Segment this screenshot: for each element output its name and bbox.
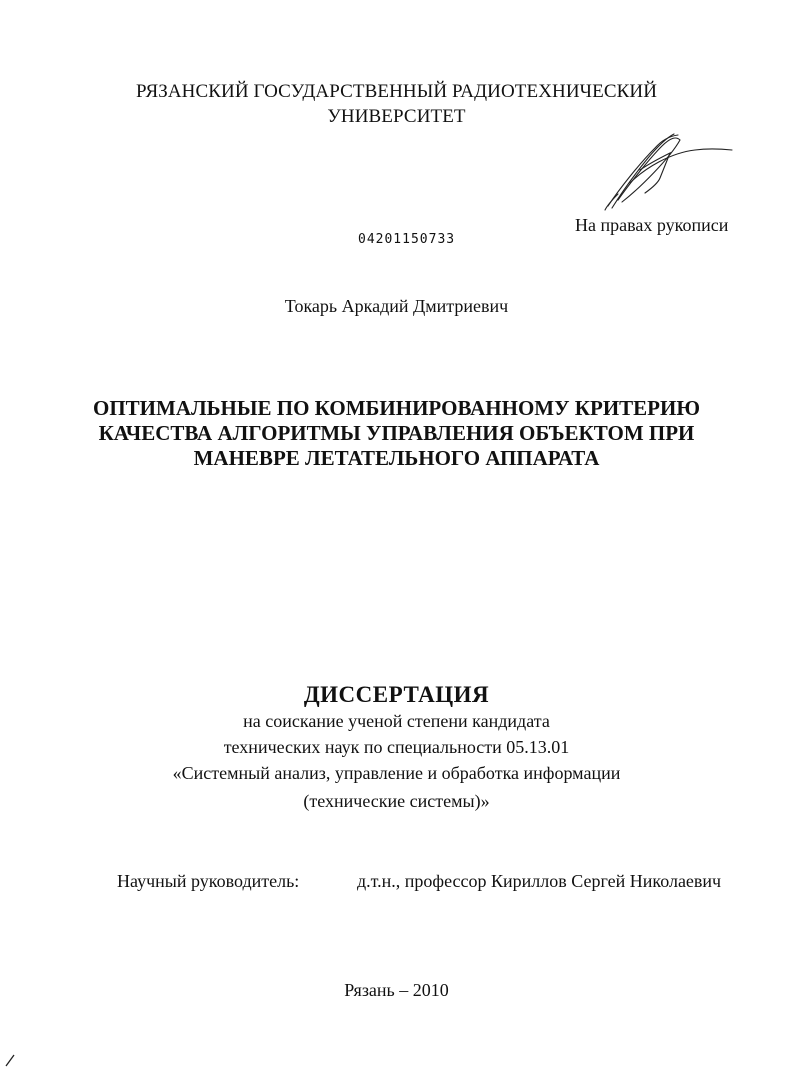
pen-mark — [4, 1052, 18, 1068]
city-year: Рязань – 2010 — [344, 980, 449, 1000]
signature-image — [600, 128, 735, 213]
supervisor-label: Научный руководитель: — [117, 871, 300, 891]
university-name-line2: УНИВЕРСИТЕТ — [327, 106, 466, 127]
university-name-line1: РЯЗАНСКИЙ ГОСУДАРСТВЕННЫЙ РАДИОТЕХНИЧЕСКИЙ — [135, 81, 658, 102]
specialty-name-line2: (технические системы)» — [303, 791, 490, 811]
rights-note: На правах рукописи — [575, 215, 729, 235]
thesis-title — [0, 396, 793, 471]
thesis-title-line: МАНЕВРЕ ЛЕТАТЕЛЬНОГО АППАРАТА — [193, 446, 600, 470]
supervisor-value: д.т.н., профессор Кириллов Сергей Николаевич — [357, 871, 722, 891]
dissertation-heading: ДИССЕРТАЦИЯ — [303, 682, 490, 707]
specialty-name-line: «Системный анализ, управление и обработка информации — [172, 763, 621, 783]
thesis-title-line: КАЧЕСТВА АЛГОРИТМЫ УПРАВЛЕНИЯ ОБЪЕКТОМ ПРИ — [98, 421, 695, 445]
author-name: Токарь Аркадий Дмитриевич — [284, 296, 509, 316]
registration-number: 04201150733 — [358, 232, 456, 247]
degree-line: на соискание ученой степени кандидата — [243, 711, 550, 731]
thesis-title-line: ОПТИМАЛЬНЫЕ ПО КОМБИНИРОВАННОМУ КРИТЕРИЮ — [93, 396, 700, 420]
specialty-line: технических наук по специальности 05.13.01 — [223, 737, 570, 757]
